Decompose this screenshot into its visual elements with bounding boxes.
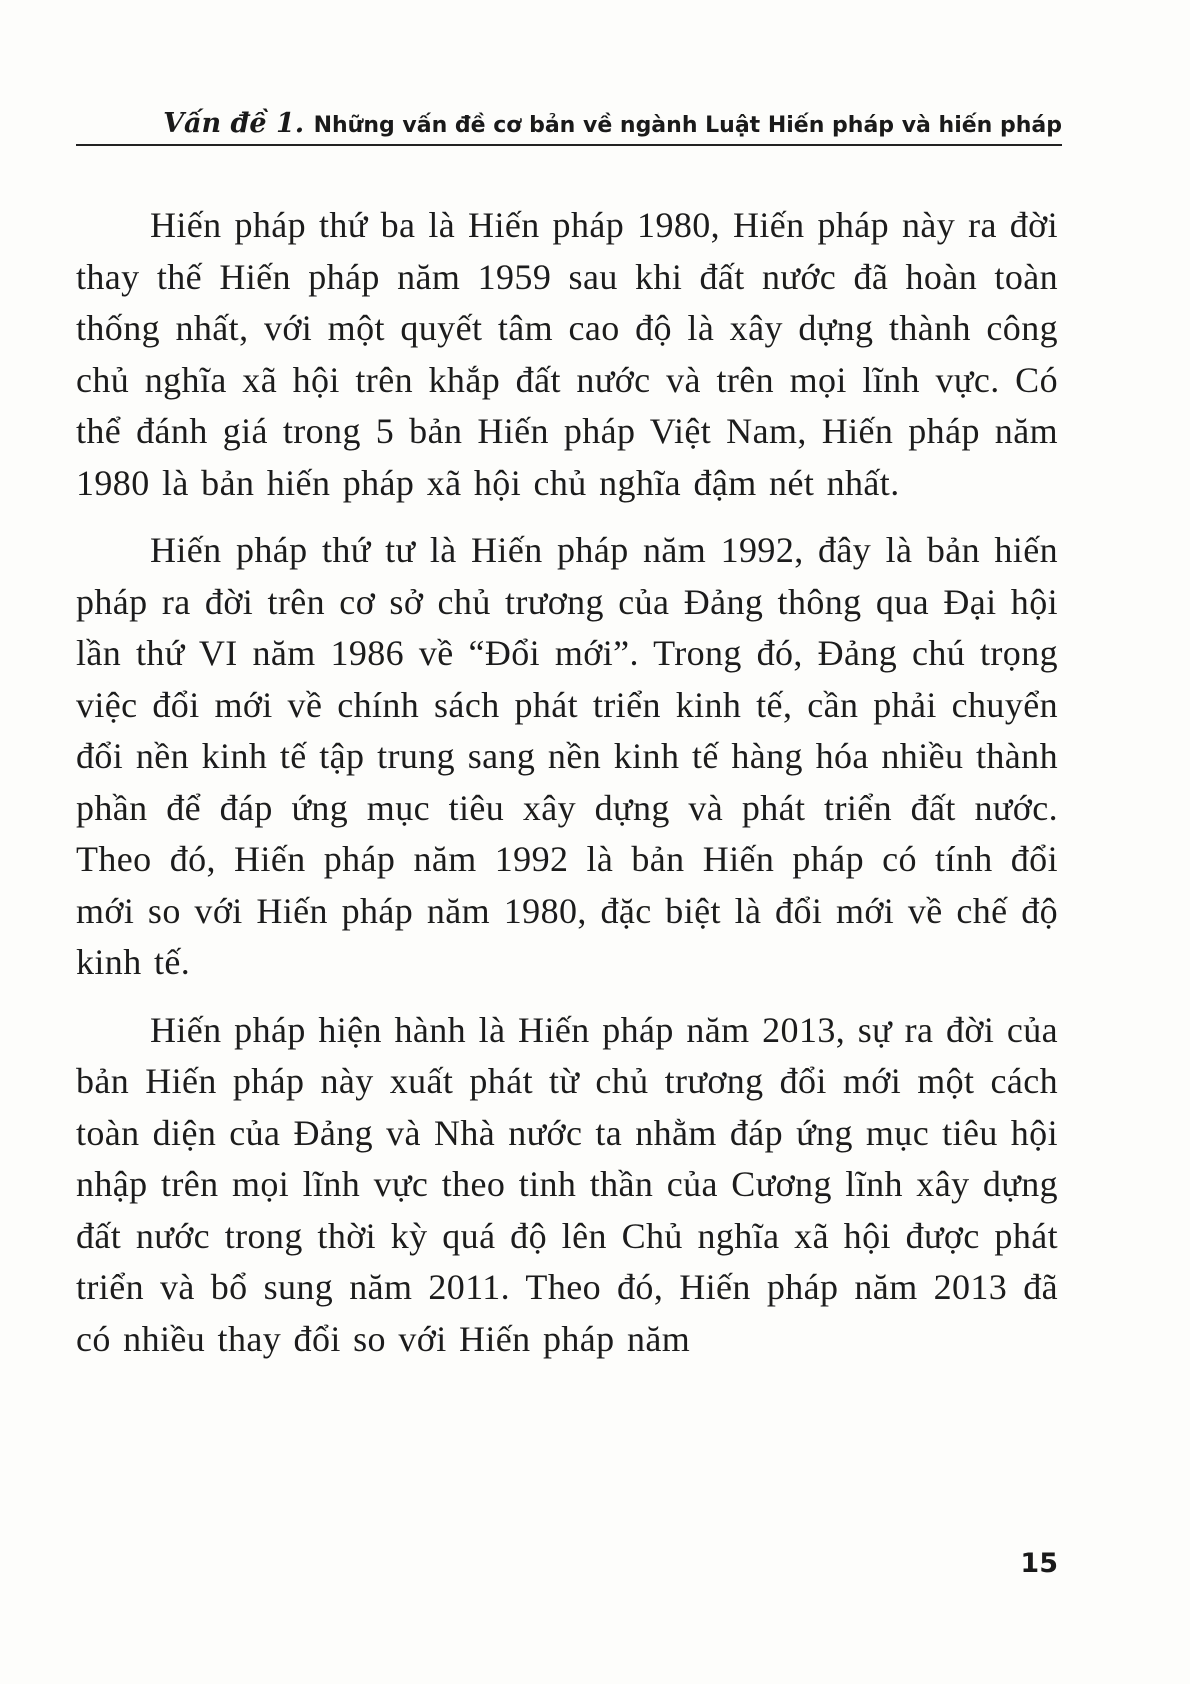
body-text xyxy=(76,200,1058,1381)
paragraph: Hiến pháp hiện hành là Hiến pháp năm 2013, sự ra đời của bản Hiến pháp này xuất phát từ chủ trương đổi mới một cách toàn diện của Đảng và Nhà nước ta nhằm đáp ứng mục tiêu hội nhập trên mọi lĩnh vực theo tinh thần của Cương lĩnh xây dựng đất nước trong thời kỳ quá độ lên Chủ nghĩa xã hội được phát triển và bổ sung năm 2011. Theo đó, Hiến pháp năm 2013 đã có nhiều thay đổi so với Hiến pháp năm xyxy=(76,1009,1058,1359)
paragraph: Hiến pháp thứ tư là Hiến pháp năm 1992, đây là bản hiến pháp ra đời trên cơ sở chủ trương của Đảng thông qua Đại hội lần thứ VI năm 1986 về “Đổi mới”. Trong đó, Đảng chú trọng việc đổi mới về chính sách phát triển kinh tế, cần phải chuyển đổi nền kinh tế tập trung sang nền kinh tế hàng hóa nhiều thành phần để đáp ứng mục tiêu xây dựng và phát triển đất nước. Theo đó, Hiến pháp năm 1992 là bản Hiến pháp có tính đổi mới so với Hiến pháp năm 1980, đặc biệt là đổi mới về chế độ kinh tế. xyxy=(76,530,1058,982)
chapter-label: Vấn đề 1. xyxy=(163,108,314,139)
page-number: 15 xyxy=(1020,1548,1058,1579)
chapter-title: Những vấn đề cơ bản về ngành Luật Hiến pháp và hiến pháp xyxy=(313,113,1062,138)
paragraph: Hiến pháp thứ ba là Hiến pháp 1980, Hiến pháp này ra đời thay thế Hiến pháp năm 1959 sau khi đất nước đã hoàn toàn thống nhất, với một quyết tâm cao độ là xây dựng thành công chủ nghĩa xã hội trên khắp đất nước và trên mọi lĩnh vực. Có thể đánh giá trong 5 bản Hiến pháp Việt Nam, Hiến pháp năm 1980 là bản hiến pháp xã hội chủ nghĩa đậm nét nhất. xyxy=(76,205,1058,503)
running-header xyxy=(76,108,1062,146)
